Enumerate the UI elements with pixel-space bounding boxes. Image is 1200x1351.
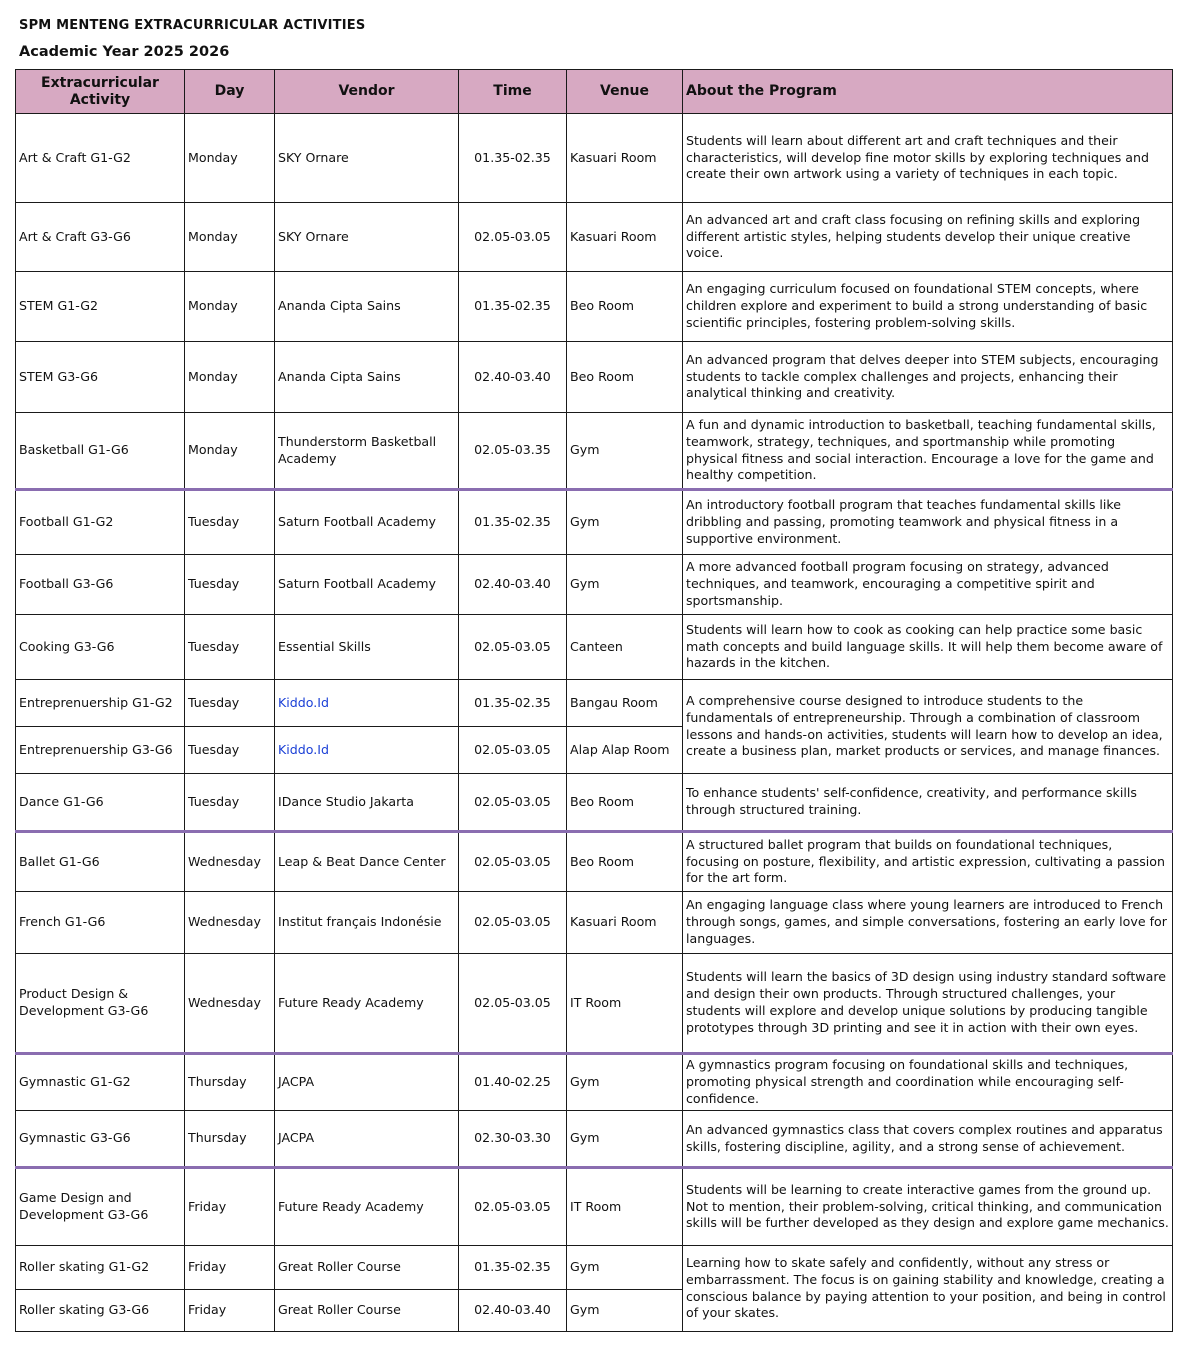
activity-cell: Gymnastic G1-G2 [16,1054,185,1111]
venue-cell: Kasuari Room [567,114,683,203]
venue-cell: Gym [567,413,683,490]
time-cell: 02.05-03.05 [459,832,567,892]
day-cell: Tuesday [185,615,275,680]
vendor-cell: Leap & Beat Dance Center [275,832,459,892]
time-cell: 02.05-03.05 [459,727,567,774]
day-cell: Thursday [185,1054,275,1111]
header-activity: Extracurricular Activity [16,70,185,114]
activity-cell: Roller skating G3-G6 [16,1290,185,1332]
activity-cell: STEM G1-G2 [16,272,185,342]
table-row [16,413,1173,490]
day-cell: Friday [185,1168,275,1246]
document-subtitle: Academic Year 2025 2026 [19,44,230,60]
day-cell: Friday [185,1290,275,1332]
document-title: SPM MENTENG EXTRACURRICULAR ACTIVITIES [19,18,366,33]
about-cell: A structured ballet program that builds on foundational techniques, focusing on posture, flexibility, and artistic expression, cultivating a passion for the art form. [683,832,1173,892]
about-cell: Learning how to skate safely and confidently, without any stress or embarrassment. The focus is on gaining stability and knowledge, creating a conscious balance by paying attention to your position, and being in control of your skates. [683,1246,1173,1332]
venue-cell: Gym [567,1290,683,1332]
about-cell: Students will be learning to create interactive games from the ground up. Not to mention, their problem-solving, critical thinking, and communication skills will be further developed as they design and explore game mechanics. [683,1168,1173,1246]
time-cell: 02.40-03.40 [459,342,567,413]
venue-cell: IT Room [567,1168,683,1246]
venue-cell: Gym [567,1054,683,1111]
vendor-cell: SKY Ornare [275,114,459,203]
day-cell: Monday [185,272,275,342]
venue-cell: Kasuari Room [567,892,683,954]
table-row [16,1111,1173,1168]
vendor-cell: Ananda Cipta Sains [275,272,459,342]
about-cell: An advanced art and craft class focusing on refining skills and exploring different artistic styles, helping students develop their unique creative voice. [683,203,1173,272]
day-cell: Tuesday [185,774,275,832]
venue-cell: Beo Room [567,342,683,413]
venue-cell: Beo Room [567,774,683,832]
about-cell: An engaging curriculum focused on foundational STEM concepts, where children explore and experiment to build a strong understanding of basic scientific principles, fostering problem-solving skills. [683,272,1173,342]
activity-cell: French G1-G6 [16,892,185,954]
time-cell: 01.35-02.35 [459,680,567,727]
vendor-cell: JACPA [275,1111,459,1168]
time-cell: 02.40-03.40 [459,1290,567,1332]
about-cell: A more advanced football program focusing on strategy, advanced techniques, and teamwork, encouraging a competitive spirit and sportsmanship. [683,555,1173,615]
day-cell: Tuesday [185,680,275,727]
time-cell: 02.30-03.30 [459,1111,567,1168]
time-cell: 02.05-03.05 [459,203,567,272]
vendor-cell: JACPA [275,1054,459,1111]
day-cell: Wednesday [185,954,275,1054]
about-cell: To enhance students' self-confidence, creativity, and performance skills through structured training. [683,774,1173,832]
day-cell: Thursday [185,1111,275,1168]
venue-cell: Gym [567,555,683,615]
venue-cell: Gym [567,1246,683,1290]
vendor-cell: SKY Ornare [275,203,459,272]
activity-cell: Gymnastic G3-G6 [16,1111,185,1168]
vendor-cell [275,727,459,774]
vendor-cell [275,680,459,727]
time-cell: 02.05-03.05 [459,615,567,680]
time-cell: 02.05-03.35 [459,413,567,490]
activity-cell: Roller skating G1-G2 [16,1246,185,1290]
about-cell: An advanced program that delves deeper into STEM subjects, encouraging students to tackle complex challenges and projects, enhancing their analytical thinking and creativity. [683,342,1173,413]
activity-cell: Art & Craft G3-G6 [16,203,185,272]
about-cell: A comprehensive course designed to introduce students to the fundamentals of entrepreneurship. Through a combination of classroom lessons and hands-on activities, students will learn how to develop an idea, create a business plan, market products or services, and manage finances. [683,680,1173,774]
vendor-cell: Saturn Football Academy [275,490,459,555]
time-cell: 02.05-03.05 [459,954,567,1054]
table-header-row [16,70,1173,114]
activity-cell: Entreprenuership G3-G6 [16,727,185,774]
time-cell: 01.35-02.35 [459,490,567,555]
day-cell: Monday [185,342,275,413]
about-cell: Students will learn how to cook as cooking can help practice some basic math concepts and build language skills. It will help them become aware of hazards in the kitchen. [683,615,1173,680]
time-cell: 01.35-02.35 [459,114,567,203]
venue-cell: Gym [567,1111,683,1168]
about-cell: A gymnastics program focusing on foundational skills and techniques, promoting physical strength and coordination while encouraging self-confidence. [683,1054,1173,1111]
time-cell: 02.05-03.05 [459,892,567,954]
time-cell: 02.05-03.05 [459,774,567,832]
venue-cell: Bangau Room [567,680,683,727]
time-cell: 01.35-02.35 [459,1246,567,1290]
day-cell: Wednesday [185,892,275,954]
activity-cell: Cooking G3-G6 [16,615,185,680]
about-cell: A fun and dynamic introduction to basketball, teaching fundamental skills, teamwork, strategy, techniques, and sportmanship while promoting physical fitness and social interaction. Encourage a love for the game and healthy competition. [683,413,1173,490]
vendor-cell: Institut français Indonésie [275,892,459,954]
time-cell: 01.40-02.25 [459,1054,567,1111]
time-cell: 02.05-03.05 [459,1168,567,1246]
table-row [16,114,1173,203]
table-row [16,892,1173,954]
header-about: About the Program [683,70,1173,114]
vendor-cell: IDance Studio Jakarta [275,774,459,832]
venue-cell: Alap Alap Room [567,727,683,774]
vendor-cell: Saturn Football Academy [275,555,459,615]
day-cell: Monday [185,114,275,203]
table-row [16,490,1173,555]
venue-cell: Kasuari Room [567,203,683,272]
table-row [16,1168,1173,1246]
table-row [16,342,1173,413]
time-cell: 02.40-03.40 [459,555,567,615]
header-vendor: Vendor [275,70,459,114]
venue-cell: IT Room [567,954,683,1054]
header-day: Day [185,70,275,114]
venue-cell: Canteen [567,615,683,680]
about-cell: Students will learn about different art and craft techniques and their characteristics, will develop fine motor skills by exploring techniques and create their own artwork using a variety of techniques in each topic. [683,114,1173,203]
table-row [16,615,1173,680]
activity-cell: Football G1-G2 [16,490,185,555]
table-row [16,555,1173,615]
activity-cell: Product Design & Development G3-G6 [16,954,185,1054]
day-cell: Tuesday [185,555,275,615]
table-row [16,774,1173,832]
time-cell: 01.35-02.35 [459,272,567,342]
activity-cell: Ballet G1-G6 [16,832,185,892]
venue-cell: Beo Room [567,272,683,342]
about-cell: Students will learn the basics of 3D design using industry standard software and design their own products. Through structured challenges, your students will explore and develop unique solutions by producing tangible prototypes through 3D printing and see it in action with their own eyes. [683,954,1173,1054]
about-cell: An advanced gymnastics class that covers complex routines and apparatus skills, fostering discipline, agility, and a strong sense of achievement. [683,1111,1173,1168]
header-venue: Venue [567,70,683,114]
vendor-cell: Future Ready Academy [275,954,459,1054]
vendor-cell: Great Roller Course [275,1246,459,1290]
table-row [16,832,1173,892]
table-row [16,954,1173,1054]
venue-cell: Gym [567,490,683,555]
vendor-cell: Thunderstorm Basketball Academy [275,413,459,490]
activity-cell: Dance G1-G6 [16,774,185,832]
activity-cell: Game Design and Development G3-G6 [16,1168,185,1246]
vendor-cell: Great Roller Course [275,1290,459,1332]
table-row [16,680,1173,727]
activity-cell: Entreprenuership G1-G2 [16,680,185,727]
vendor-cell: Essential Skills [275,615,459,680]
day-cell: Tuesday [185,727,275,774]
table-row [16,1246,1173,1290]
day-cell: Wednesday [185,832,275,892]
day-cell: Friday [185,1246,275,1290]
about-cell: An engaging language class where young learners are introduced to French through songs, games, and simple conversations, fostering an early love for languages. [683,892,1173,954]
day-cell: Monday [185,413,275,490]
vendor-link[interactable]: Kiddo.Id [278,694,329,710]
venue-cell: Beo Room [567,832,683,892]
day-cell: Monday [185,203,275,272]
header-time: Time [459,70,567,114]
activity-cell: Art & Craft G1-G2 [16,114,185,203]
table-row [16,203,1173,272]
activity-cell: Football G3-G6 [16,555,185,615]
vendor-cell: Ananda Cipta Sains [275,342,459,413]
activities-table [15,69,1173,1332]
activity-cell: Basketball G1-G6 [16,413,185,490]
activity-cell: STEM G3-G6 [16,342,185,413]
table-row [16,272,1173,342]
vendor-link[interactable]: Kiddo.Id [278,741,329,757]
vendor-cell: Future Ready Academy [275,1168,459,1246]
table-row [16,1054,1173,1111]
day-cell: Tuesday [185,490,275,555]
about-cell: An introductory football program that teaches fundamental skills like dribbling and passing, promoting teamwork and physical fitness in a supportive environment. [683,490,1173,555]
